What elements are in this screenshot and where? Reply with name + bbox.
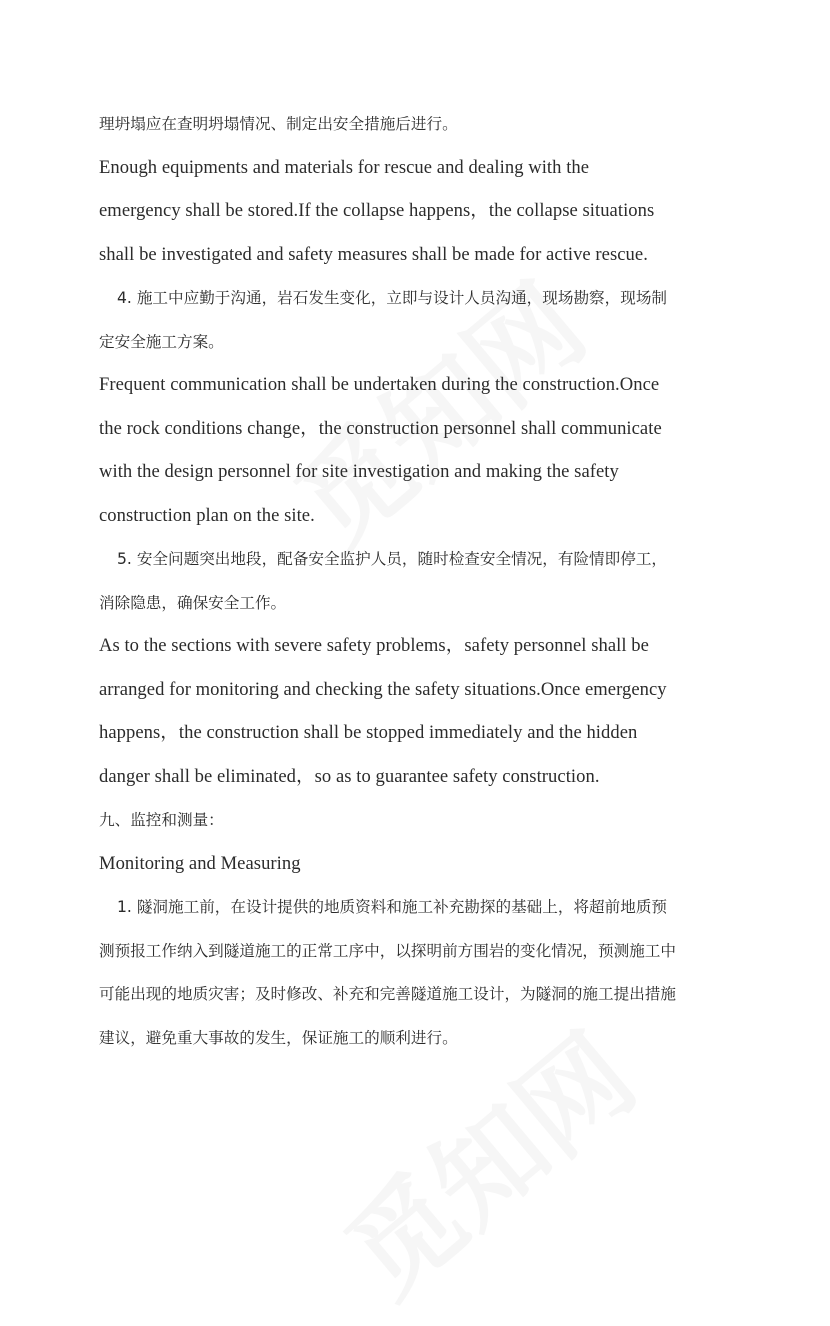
paragraph-line-chinese: 建议，避免重大事故的发生，保证施工的顺利进行。 <box>99 1028 458 1047</box>
paragraph-line-chinese: 可能出现的地质灾害；及时修改、补充和完善隧道施工设计，为隧洞的施工提出措施 <box>99 985 676 1003</box>
paragraph-line-english: Monitoring and Measuring <box>99 852 301 874</box>
paragraph-line-english: Frequent communication shall be undertaken during the construction.Once <box>99 374 660 395</box>
paragraph-line-english: shall be investigated and safety measures shall be made for active rescue. <box>99 243 648 265</box>
paragraph-line-chinese: 1. 隧洞施工前，在设计提供的地质资料和施工补充勘探的基础上，将超前地质预 <box>117 898 668 916</box>
paragraph-line-chinese: 5. 安全问题突出地段，配备安全监护人员，随时检查安全情况，有险情即停工， <box>117 550 668 568</box>
paragraph-line-chinese: 九、监控和测量： <box>99 811 224 829</box>
paragraph-line-english: construction plan on the site. <box>99 504 315 526</box>
paragraph-line-english: happens，the construction shall be stopped immediately and the hidden <box>99 722 638 743</box>
paragraph-line-english: As to the sections with severe safety problems，safety personnel shall be <box>99 635 649 656</box>
paragraph-line-chinese: 理坍塌应在查明坍塌情况、制定出安全措施后进行。 <box>99 115 458 133</box>
paragraph-line-english: emergency shall be stored.If the collapse happens，the collapse situations <box>99 200 655 221</box>
paragraph-line-chinese: 定安全施工方案。 <box>99 332 224 351</box>
paragraph-line-english: arranged for monitoring and checking the safety situations.Once emergency <box>99 678 667 700</box>
paragraph-line-english: the rock conditions change，the construction personnel shall communicate <box>99 417 662 439</box>
paragraph-line-english: danger shall be eliminated，so as to guarantee safety construction. <box>99 765 600 787</box>
paragraph-line-english: with the design personnel for site investigation and making the safety <box>99 461 619 482</box>
paragraph-line-chinese: 4. 施工中应勤于沟通，岩石发生变化，立即与设计人员沟通，现场勘察，现场制 <box>117 289 668 307</box>
paragraph-line-english: Enough equipments and materials for rescue and dealing with the <box>99 156 590 178</box>
paragraph-line-chinese: 消除隐患，确保安全工作。 <box>99 593 287 612</box>
paragraph-line-chinese: 测预报工作纳入到隧道施工的正常工序中，以探明前方围岩的变化情况，预测施工中 <box>99 941 676 960</box>
